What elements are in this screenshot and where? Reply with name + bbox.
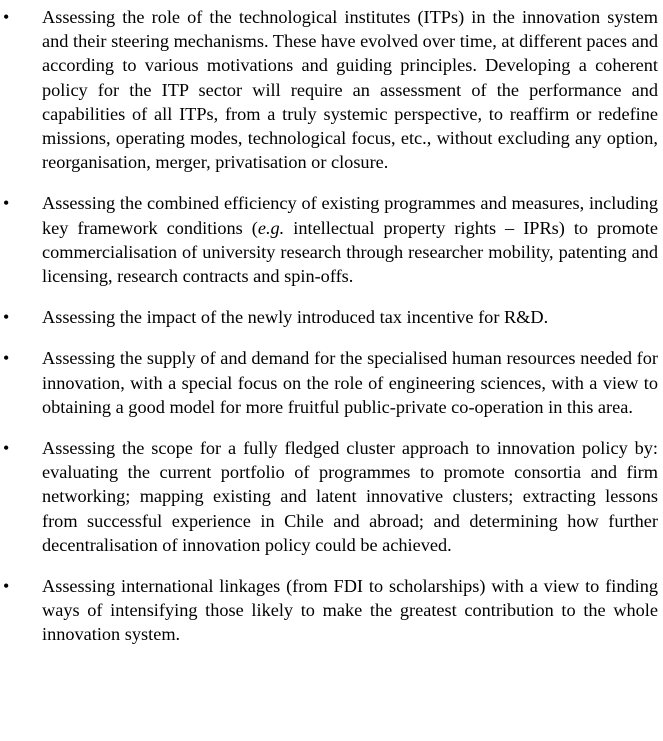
bullet-icon: • <box>3 7 10 27</box>
bullet-text <box>42 191 658 288</box>
bullet-list <box>0 5 663 664</box>
bullet-text-part: Assessing the combined efficiency of existing programmes and measures, including key framework conditions ( <box>42 193 658 238</box>
bullet-icon: • <box>3 576 10 597</box>
bullet-item-human-resources <box>0 346 663 419</box>
bullet-item-cluster-approach <box>0 436 663 557</box>
bullet-text: Assessing international linkages (from FDI to scholarships) with a view to finding ways of intensifying those likely to make the greatest contribution to the whole innovation system. <box>42 576 658 645</box>
bullet-text-part: intellectual property rights – IPRs) to promote commercialisation of university research through researcher mobility, patenting and licensing, research contracts and spin-offs. <box>42 217 658 287</box>
bullet-item-international-linkages <box>0 574 663 647</box>
bullet-text-italic: e.g. <box>257 217 285 238</box>
bullet-icon: • <box>3 307 10 328</box>
bullet-icon: • <box>3 193 10 214</box>
bullet-item-programme-efficiency <box>0 191 663 288</box>
bullet-item-itp-role <box>0 5 663 174</box>
bullet-text: Assessing the supply of and demand for the specialised human resources needed for innovation, with a special focus on the role of engineering sciences, with a view to obtaining a good model for more fruitful public-private co-operation in this area. <box>42 348 658 417</box>
bullet-text: Assessing the scope for a fully fledged cluster approach to innovation policy by: evaluating the current portfolio of programmes to promote consortia and firm networking; mapping existing and latent innovative clusters; extracting lessons from successful experience in Chile and abroad; and determining how further decentralisation of innovation policy could be achieved. <box>42 438 658 555</box>
bullet-text: Assessing the impact of the newly introduced tax incentive for R&D. <box>42 307 549 328</box>
bullet-item-tax-incentive <box>0 305 663 329</box>
bullet-text: Assessing the role of the technological institutes (ITPs) in the innovation system and their steering mechanisms. These have evolved over time, at different paces and according to various motivations and guiding principles. Developing a coherent policy for the ITP sector will require an assessment of the performance and capabilities of all ITPs, from a truly systemic perspective, to reaffirm or redefine missions, operating modes, technological focus, etc., without excluding any option, reorganisation, merger, privatisation or closure. <box>42 7 658 173</box>
bullet-icon: • <box>3 438 10 459</box>
bullet-icon: • <box>3 348 10 369</box>
